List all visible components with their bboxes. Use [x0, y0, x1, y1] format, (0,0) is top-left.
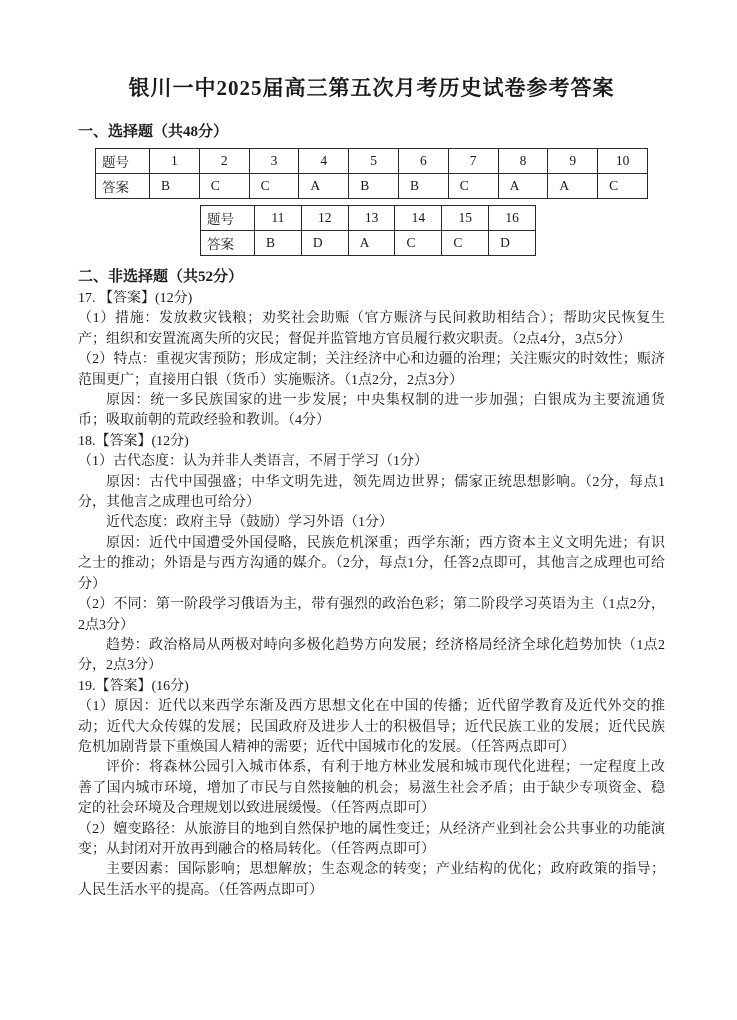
q18-paragraph: （2）不同：第一阶段学习俄语为主，带有强烈的政治色彩；第二阶段学习英语为主（1点2分，2点3分） [78, 597, 665, 633]
question-number-cell: 4 [299, 149, 349, 174]
q17-paragraph: （1）措施：发放救灾钱粮；劝奖社会助赈（官方赈济与民间救助相结合）；帮助灾民恢复生产；组织和安置流离失所的灾民；督促并监管地方官员履行救灾职责。（2点4分，3点5分） [78, 311, 665, 347]
answer-cell: C [199, 174, 249, 199]
answer-cell: C [598, 174, 648, 199]
answer-cell: B [150, 174, 200, 199]
page-title: 银川一中2025届高三第五次月考历史试卷参考答案 [128, 76, 615, 100]
answer-cell: A [498, 174, 548, 199]
table-row-answers [201, 231, 536, 256]
row-label-question-number: 题号 [96, 149, 150, 174]
question-number-cell: 12 [301, 206, 348, 231]
q19-paragraph: （2）嬗变路径：从旅游目的地到自然保护地的属性变迁；从经济产业到社会公共事业的功能演变；从封闭对开放再到融合的格局转化。（任答两点即可） [78, 821, 665, 857]
answer-cell: C [442, 231, 489, 256]
q18-paragraph: 原因：近代中国遭受外国侵略，民族危机深重；西学东渐；西方资本主义文明先进；有识之士的推动；外语是与西方沟通的媒介。（2分，每点1分，任答2点即可，其他言之成理也可给分） [78, 535, 665, 592]
choice-answer-table-2 [200, 205, 536, 256]
question-number-cell: 14 [395, 206, 442, 231]
table-row-answers [96, 174, 648, 199]
answer-cell: D [489, 231, 536, 256]
answer-cell: A [548, 174, 598, 199]
question-number-cell: 2 [199, 149, 249, 174]
q18-paragraph: 原因：古代中国强盛；中华文明先进，领先周边世界；儒家正统思想影响。（2分，每点1分，其他言之成理也可给分） [78, 474, 665, 511]
answer-cell: A [348, 231, 395, 256]
question-number-cell: 3 [249, 149, 299, 174]
q18-paragraph: 趋势：政治格局从两极对峙向多极化趋势方向发展；经济格局经济全球化趋势加快（1点2分，2点3分） [78, 637, 665, 674]
answer-cell: C [395, 231, 442, 256]
question-number-cell: 16 [489, 206, 536, 231]
q19-paragraph: （1）原因：近代以来西学东渐及西方思想文化在中国的传播；近代留学教育及近代外交的推动；近代大众传媒的发展；民国政府及进步人士的积极倡导；近代民族工业的发展；近代民族危机加剧背景下重焕国人精神的需要；近代中国城市化的发展。（任答两点即可） [78, 699, 665, 755]
answer-cell: B [398, 174, 448, 199]
answer-cell: C [249, 174, 299, 199]
question-number-cell: 7 [448, 149, 498, 174]
section-choice-heading: 一、选择题（共48分） [78, 124, 229, 140]
answer-cell: D [301, 231, 348, 256]
q17-header: 17. 【答案】(12分) [78, 291, 193, 306]
table-row-question-numbers [201, 206, 536, 231]
answer-cell: C [448, 174, 498, 199]
q19-header: 19.【答案】(16分) [78, 678, 189, 694]
question-number-cell: 10 [598, 149, 648, 174]
q19-paragraph: 主要因素：国际影响；思想解放；生态观念的转变；产业结构的优化；政府政策的指导；人民生活水平的提高。（任答两点即可） [78, 862, 665, 898]
q18-paragraph: （1）古代态度：认为并非人类语言，不屑于学习（1分） [78, 454, 428, 470]
question-number-cell: 9 [548, 149, 598, 174]
q18-header: 18.【答案】(12分) [78, 433, 189, 449]
question-number-cell: 8 [498, 149, 548, 174]
answer-cell: B [255, 231, 302, 256]
question-number-cell: 11 [255, 206, 302, 231]
row-label-answer: 答案 [201, 231, 255, 256]
question-number-cell: 15 [442, 206, 489, 231]
q19-paragraph: 评价：将森林公园引入城市体系，有利于地方林业发展和城市现代化进程；一定程度上改善了国内城市环境，增加了市民与自然接触的机会；易滋生社会矛盾；由于缺少专项资金、稳定的社会环境及合理规划以致进展缓慢。（任答两点即可） [78, 760, 665, 817]
answer-cell: B [349, 174, 399, 199]
row-label-answer: 答案 [96, 174, 150, 199]
q17-paragraph: （2）特点：重视灾害预防；形成定制；关注经济中心和边疆的治理；关注赈灾的时效性；赈济范围更广；直接用白银（货币）实施赈济。（1点2分，2点3分） [78, 352, 665, 388]
row-label-question-number: 题号 [201, 206, 255, 231]
choice-answer-table-1 [95, 148, 648, 199]
q18-paragraph: 近代态度：政府主导（鼓励）学习外语（1分） [106, 515, 393, 531]
question-number-cell: 5 [349, 149, 399, 174]
question-number-cell: 6 [398, 149, 448, 174]
answer-cell: A [299, 174, 349, 199]
section-free-response-heading: 二、非选择题（共52分） [78, 269, 244, 285]
question-number-cell: 13 [348, 206, 395, 231]
q17-paragraph: 原因：统一多民族国家的进一步发展；中央集权制的进一步加强；白银成为主要流通货币；吸取前朝的荒政经验和教训。（4分） [78, 393, 665, 429]
question-number-cell: 1 [150, 149, 200, 174]
table-row-question-numbers [96, 149, 648, 174]
